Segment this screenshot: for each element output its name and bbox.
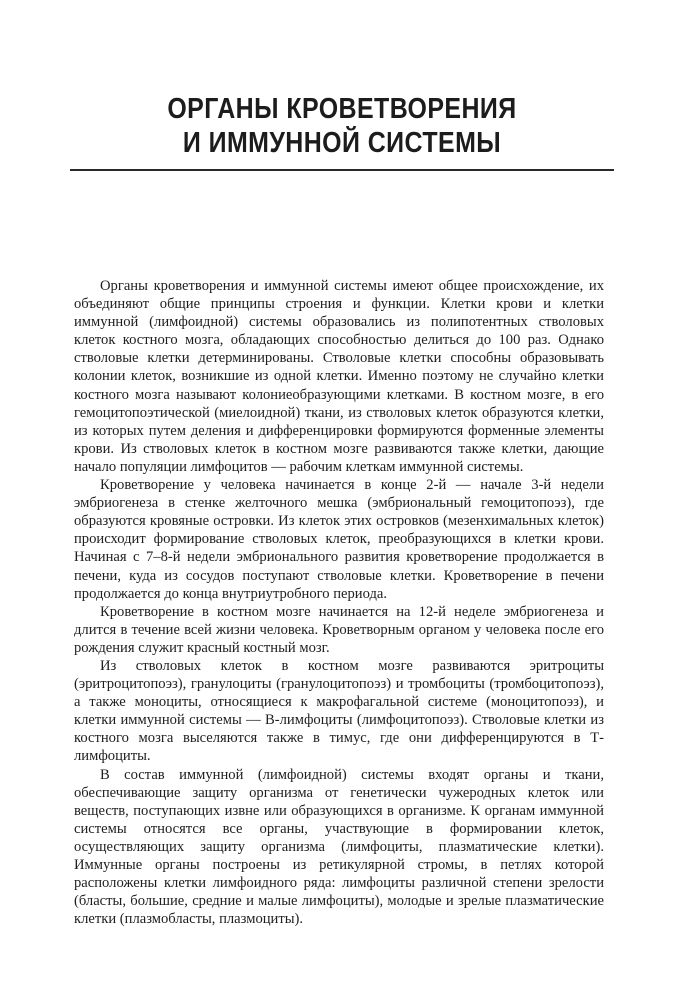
chapter-title-line-1: ОРГАНЫ КРОВЕТВОРЕНИЯ [167, 93, 517, 125]
chapter-body-text [74, 277, 604, 928]
paragraph-2: Кроветворение у человека начинается в конце 2-й — начале 3-й недели эмбриогенеза в стенке желточного мешка (эмбриональный гемоцитопоэз), где образуются кровяные островки. Из клеток этих островков (мезенхимальных клеток) происходит формирование стволовых клеток, преобразующихся в клетки крови. Начиная с 7–8-й недели эмбрионального развития кроветворение продолжается в печени, куда из сосудов поступают стволовые клетки. Кроветворение в печени продолжается до конца внутриутробного периода. [74, 477, 604, 602]
title-underline-rule [70, 169, 614, 171]
paragraph-1: Органы кроветворения и иммунной системы имеют общее происхождение, их объединяют общие принципы строения и функции. Клетки крови и клетки иммунной (лимфоидной) системы образовались из полипотентных стволовых клеток костного мозга, обладающих способностью делиться до 100 раз. Однако стволовые клетки детерминированы. Стволовые клетки способны образовывать колонии клеток, возникшие из одной клетки. Именно поэтому не случайно клетки костного мозга называют колониеобразующими клетками. В костном мозге, в его гемоцитопоэтической (миелоидной) ткани, из стволовых клеток образуются клетки, из которых путем деления и дифференцировки формируются форменные элементы крови. Из стволовых клеток в костном мозге развиваются также клетки, дающие начало популяции лимфоцитов — рабочим клеткам иммунной системы. [74, 278, 604, 475]
paragraph-3: Кроветворение в костном мозге начинается на 12-й неделе эмбриогенеза и длится в течение всей жизни человека. Кроветворным органом у человека после его рождения служит красный костный мозг. [74, 603, 604, 656]
paragraph-5: В состав иммунной (лимфоидной) системы входят органы и ткани, обеспечивающие защиту организма от генетически чужеродных клеток или веществ, поступающих извне или образующихся в организме. К органам иммунной системы относятся все органы, участвующие в формировании клеток, осуществляющих защиту организма (лимфоциты, плазматические клетки). Иммунные органы построены из ретикулярной стромы, в петлях которой расположены клетки лимфоидного ряда: лимфоциты различной степени зрелости (бласты, большие, средние и малые лимфоциты), молодые и зрелые плазматические клетки (плазмобласты, плазмоциты). [74, 766, 604, 928]
chapter-title-line-2: И ИММУННОЙ СИСТЕМЫ [182, 127, 502, 159]
chapter-header [70, 92, 614, 160]
paragraph-4: Из стволовых клеток в костном мозге развиваются эритроциты (эритроцитопоэз), гранулоциты (гранулоцитопоэз) и тромбоциты (тромбоцитопоэз), а также моноциты, относящиеся к макрофагальной системе (моноцитопоэз), и клетки иммунной системы — В-лимфоциты (лимфоцитопоэз). Стволовые клетки из костного мозга выселяются также в тимус, где они дифференцируются в Т-лимфоциты. [74, 657, 604, 765]
